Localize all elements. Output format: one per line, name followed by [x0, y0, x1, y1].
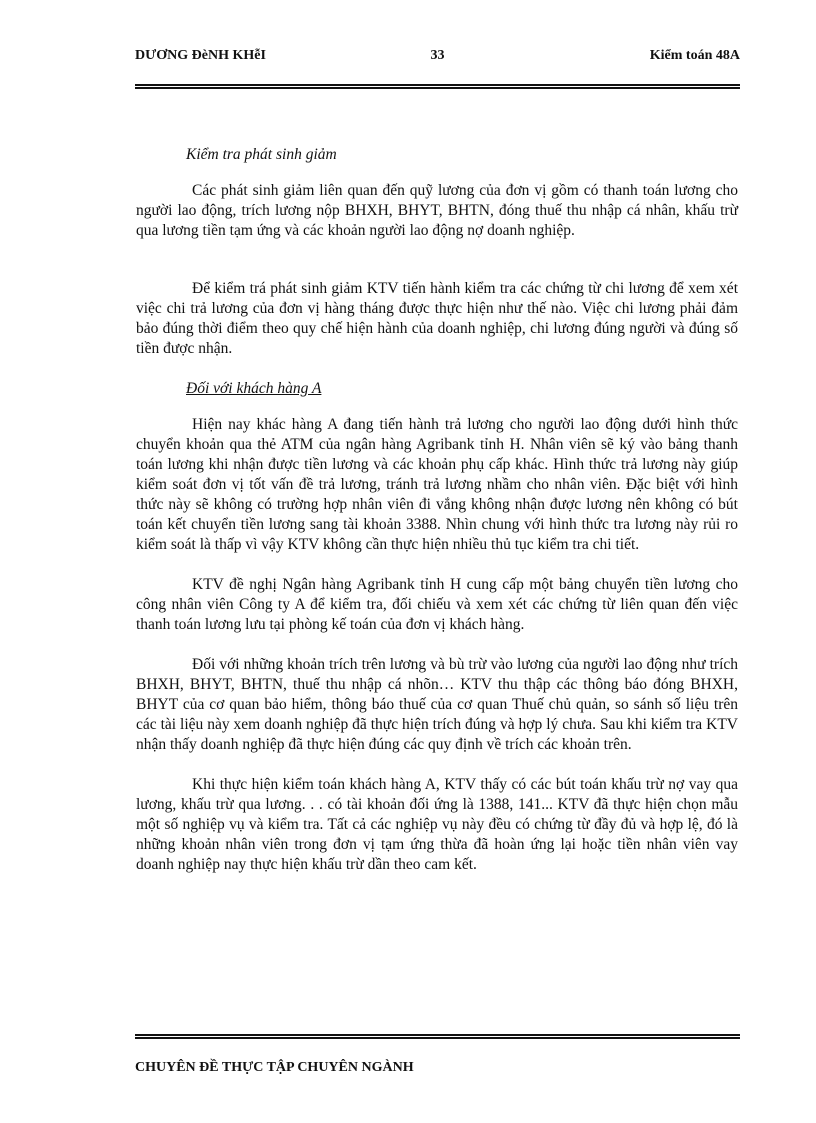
header-divider — [135, 84, 740, 89]
footer-divider — [135, 1034, 740, 1039]
paragraph-1: Các phát sinh giảm liên quan đến quỹ lương của đơn vị gồm có thanh toán lương cho người lao động, trích lương nộp BHXH, BHYT, BHTN, đóng thuế thu nhập cá nhân, khấu trừ qua lương tiền tạm ứng và các khoản người lao động nợ doanh nghiệp. — [136, 182, 738, 239]
paragraph-3: Hiện nay khác hàng A đang tiến hành trả lương cho người lao động dưới hình thức chuyển khoản qua thẻ ATM của ngân hàng Agribank tỉnh H. Nhân viên sẽ ký vào bảng thanh toán lương khi nhận được tiền lương và các khoản phụ cấp khác. Hình thức trả lương này giúp kiểm soát đơn vị tốt vấn đề trả lương, tránh trả lương nhầm cho nhân viên. Đặc biệt với hình thức này sẽ không có trường hợp nhân viên đi vắng không nhận được lương nên không có bút toán kết chuyển tiền lương sang tài khoản 3388. Nhìn chung với hình thức tra lương này rủi ro kiểm soát là thấp vì vậy KTV không cần thực hiện nhiều thủ tục kiểm tra chi tiết. — [136, 416, 738, 553]
paragraph-5: Đối với những khoản trích trên lương và bù trừ vào lương của người lao động như trích BHXH, BHYT, BHTN, thuế thu nhập cá nhõn… KTV thu thập các thông báo đóng BHXH, BHYT của cơ quan bảo hiểm, thông báo thuế của cơ quan Thuế chủ quản, so sánh số liệu trên các tài liệu này xem doanh nghiệp đã thực hiện trích đúng và hợp lý chưa. Sau khi kiểm tra KTV nhận thấy doanh nghiệp đã thực hiện đúng các quy định về trích các khoản trên. — [136, 656, 738, 753]
header-class: Kiểm toán 48A — [649, 48, 740, 63]
header-author: DƯƠNG ĐèNH KHễI — [135, 48, 266, 63]
paragraph-6: Khi thực hiện kiểm toán khách hàng A, KTV thấy có các bút toán khấu trừ nợ vay qua lương, khấu trừ qua lương. . . có tài khoản đối ứng là 1388, 141... KTV đã thực hiện chọn mẫu một số nghiệp vụ và kiểm tra. Tất cả các nghiệp vụ này đều có chứng từ đầy đủ và hợp lệ, đó là những khoản nhân viên trong đơn vị tạm ứng thừa đã hoàn ứng lại hoặc tiền nhân viên vay doanh nghiệp nay thực hiện khấu trừ dần theo cam kết. — [136, 776, 738, 873]
page-footer: CHUYÊN ĐỀ THỰC TẬP CHUYÊN NGÀNH — [135, 1060, 414, 1075]
header-page-number: 33 — [430, 48, 445, 63]
paragraph-4: KTV đề nghị Ngân hàng Agribank tỉnh H cung cấp một bảng chuyển tiền lương cho công nhân viên Công ty A để kiểm tra, đối chiếu và xem xét các chứng từ liên quan đến việc thanh toán lương lưu tại phòng kế toán của đơn vị khách hàng. — [136, 576, 738, 633]
paragraph-2: Để kiểm trá phát sinh giảm KTV tiến hành kiểm tra các chứng từ chi lương để xem xét việc chi trả lương của đơn vị hàng tháng được thực hiện như thế nào. Việc chi lương phải đảm bảo đúng thời điểm theo quy chế hiện hành của doanh nghiệp, chi lương đúng người và đúng số tiền được nhận. — [136, 280, 738, 357]
section-heading-client-a: Đối với khách hàng A — [186, 380, 322, 397]
page-header — [135, 48, 740, 68]
document-body — [136, 145, 738, 895]
section-heading-decrease: Kiểm tra phát sinh giảm — [186, 146, 337, 163]
